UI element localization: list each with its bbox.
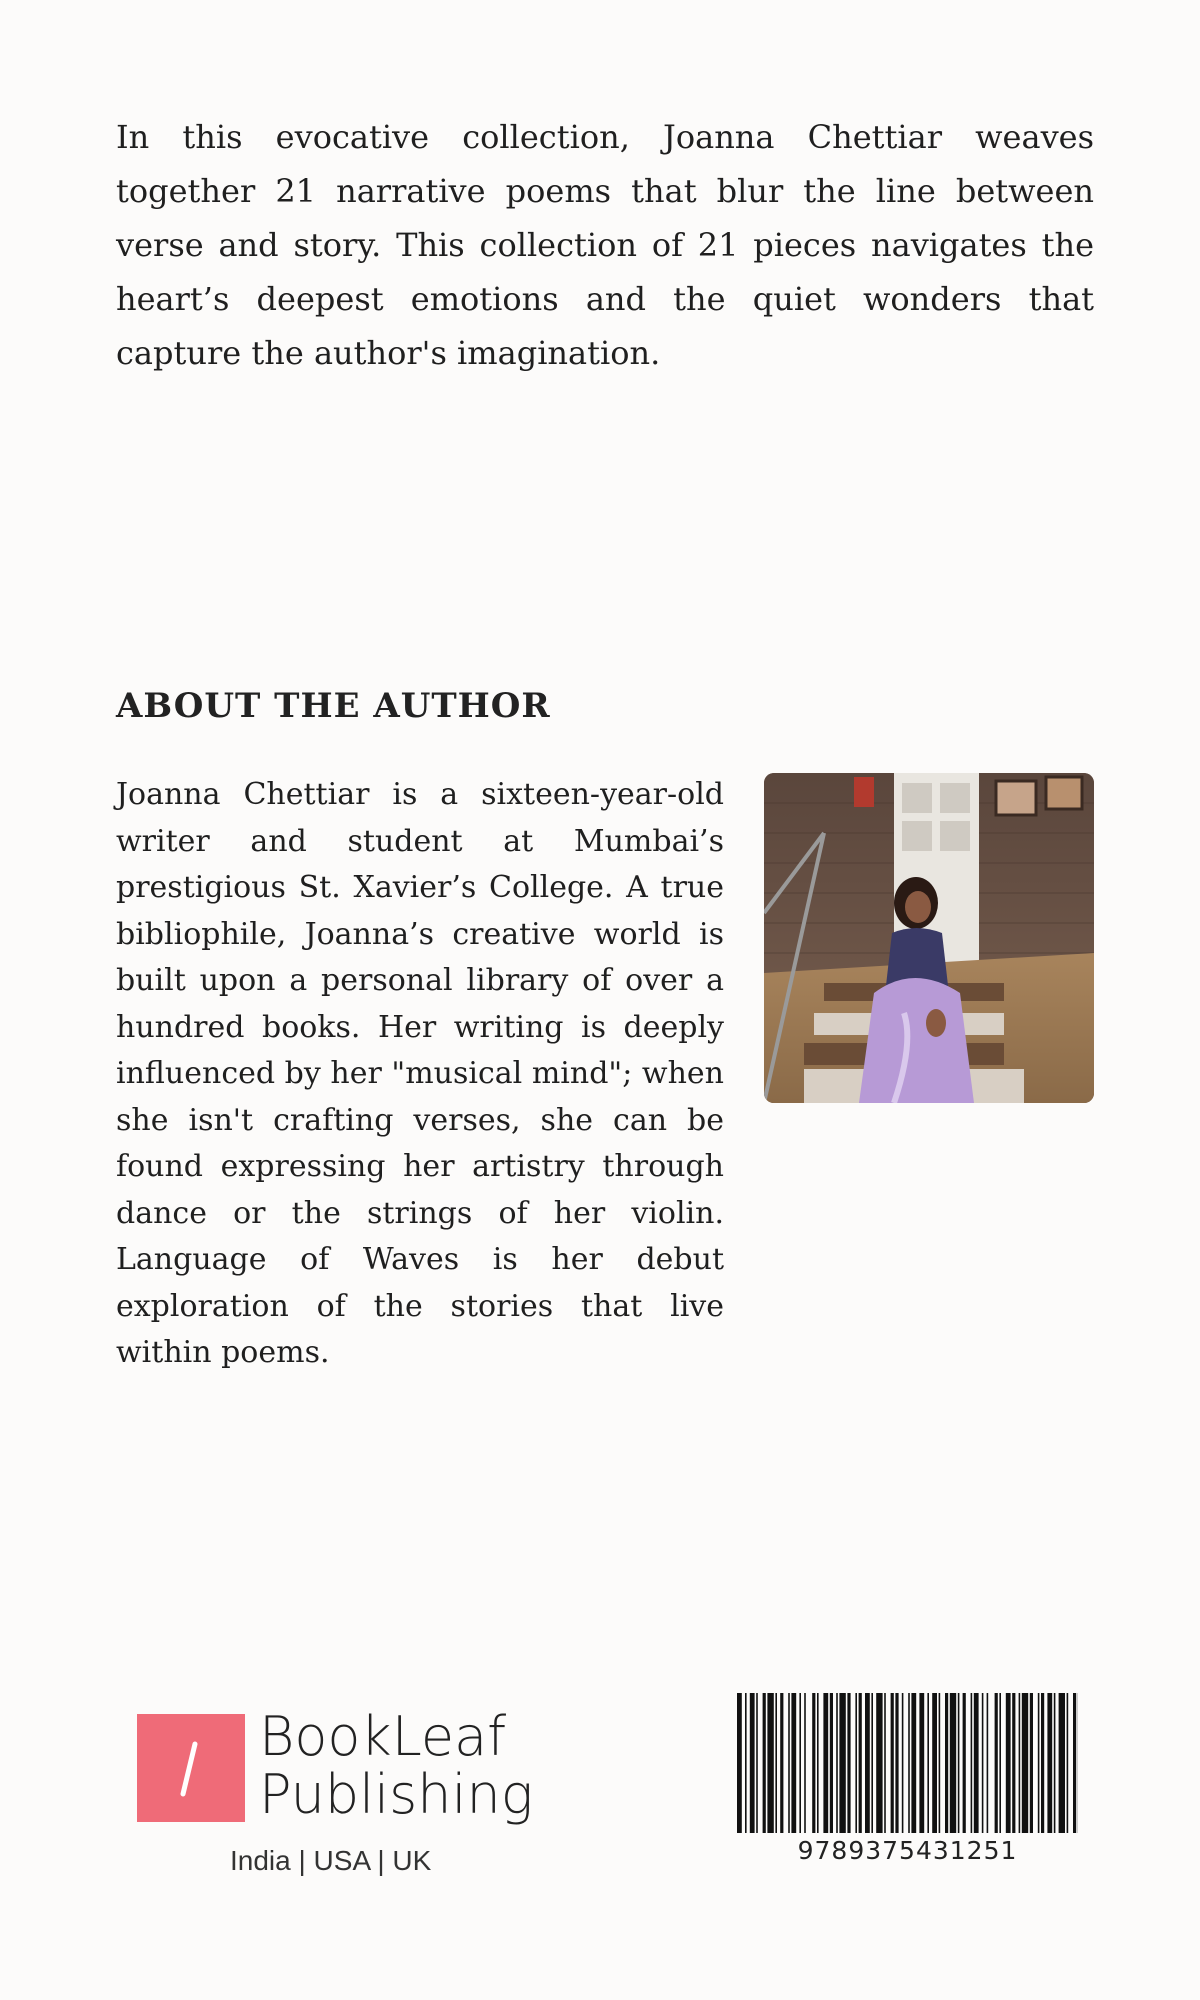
barcode-bar [971,1693,973,1833]
barcode-bar [1006,1693,1011,1833]
barcode-bar [750,1693,755,1833]
barcode-bar [1030,1693,1033,1833]
barcode-bar [987,1693,989,1833]
back-cover-blurb: In this evocative collection, Joanna Chettiar weaves together 21 narrative poems that blur the line between verse and story. This collection of 21 pieces navigates the heart’s deepest emotions and the quiet wonders that capture the author's imagination. [116,118,1094,372]
publisher-name-line1: BookLeaf [259,1705,507,1768]
barcode-bar [1047,1693,1052,1833]
about-author-heading: ABOUT THE AUTHOR [116,686,551,726]
barcode-bar [1019,1693,1021,1833]
barcode-bar [939,1693,941,1833]
barcode-bar [891,1693,894,1833]
barcode-bar [950,1693,956,1833]
barcode-bar [830,1693,833,1833]
barcode-bar [1067,1693,1069,1833]
barcode-bar [958,1693,960,1833]
barcode-bar [871,1693,873,1833]
barcode-bar [855,1693,857,1833]
publisher-name [259,1705,539,1826]
barcode-bar [1022,1693,1028,1833]
barcode-bar [919,1693,924,1833]
isbn-number: 9789375431251 [797,1836,1018,1865]
barcode-bar [884,1693,886,1833]
barcode-bar [799,1693,801,1833]
barcode-bar [865,1693,870,1833]
barcode-bar [902,1693,904,1833]
barcode-bar [974,1693,979,1833]
barcode-bar [1059,1693,1065,1833]
barcode-bar [780,1693,783,1833]
barcode-bar [767,1693,773,1833]
barcode-bar [745,1693,747,1833]
barcode-bar [817,1693,819,1833]
barcode-bar [995,1693,998,1833]
barcode-bar [763,1693,766,1833]
barcode-bar [823,1693,828,1833]
barcode-bar [1054,1693,1056,1833]
barcode-bar [876,1693,882,1833]
barcode-bar [1038,1693,1040,1833]
barcode-bar [756,1693,758,1833]
isbn-barcode [735,1693,1080,1833]
barcode-bar [895,1693,898,1833]
barcode-bar [788,1693,790,1833]
barcode-bar [932,1693,937,1833]
barcode-bar [859,1693,862,1833]
barcode-bar [836,1693,838,1833]
barcode-bar [1012,1693,1015,1833]
publisher-regions: India | USA | UK [230,1845,432,1876]
barcode-bar [999,1693,1001,1833]
barcode-bar [847,1693,850,1833]
barcode-bar [927,1693,929,1833]
barcode-bar [791,1693,796,1833]
barcode-bar [1073,1693,1076,1833]
barcode-bar [963,1693,966,1833]
barcode-bar [982,1693,984,1833]
barcode-bar [804,1693,806,1833]
barcode-bar [775,1693,777,1833]
barcode-bar [908,1693,910,1833]
barcode-bar [812,1693,815,1833]
barcode-bar [839,1693,845,1833]
barcode-bar [911,1693,916,1833]
leaf-slash-icon [137,1714,245,1822]
barcode-bar [737,1693,742,1833]
barcode-bar [1041,1693,1044,1833]
author-photo [764,773,1094,1103]
barcode-bar [945,1693,948,1833]
author-bio: Joanna Chettiar is a sixteen-year-old writer and student at Mumbai’s prestigious St. Xavier’s College. A true bibliophile, Joanna’s creative world is built upon a personal library of over a hundred books. Her writing is deeply influenced by her "musical mind"; when she isn't crafting verses, she can be found expressing her artistry through dance or the strings of her violin. Language of Waves is her debut exploration of the stories that live within poems. [116,777,724,1370]
publisher-name-line2: Publishing [259,1763,534,1826]
